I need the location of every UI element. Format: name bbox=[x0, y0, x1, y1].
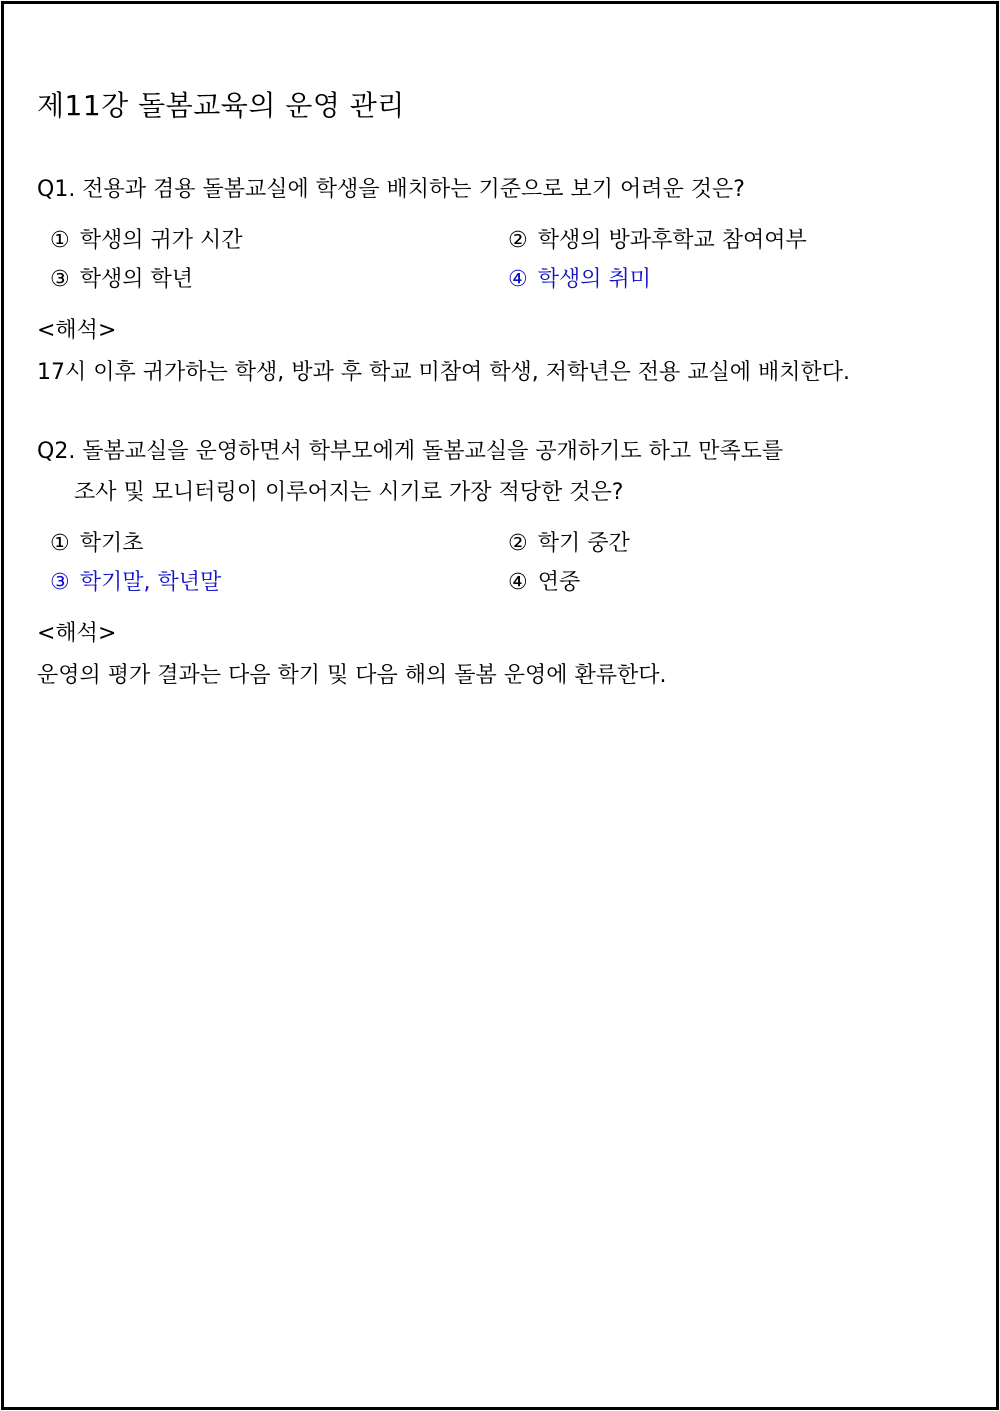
page-border bbox=[1, 1, 999, 1410]
q2-option-3-number: ③ bbox=[50, 570, 70, 595]
q2-option-3-text: 학기말, 학년말 bbox=[79, 570, 222, 595]
q1-option-1 bbox=[50, 226, 243, 256]
q2-option-1 bbox=[50, 529, 144, 559]
q1-option-2 bbox=[508, 226, 807, 256]
q1-option-2-text: 학생의 방과후학교 참여여부 bbox=[537, 228, 807, 253]
q1-option-1-text: 학생의 귀가 시간 bbox=[79, 228, 243, 253]
q2-option-1-number: ① bbox=[50, 531, 70, 556]
q2-option-2-number: ② bbox=[508, 531, 528, 556]
q1-option-3-number: ③ bbox=[50, 267, 70, 292]
q1-explanation-label: <해석> bbox=[37, 318, 117, 343]
q2-option-4-number: ④ bbox=[508, 570, 528, 595]
page-title: 제11강 돌봄교육의 운영 관리 bbox=[37, 89, 405, 122]
q1-explanation: 17시 이후 귀가하는 학생, 방과 후 학교 미참여 학생, 저학년은 전용 교실에 배치한다. bbox=[37, 360, 850, 385]
q2-option-4 bbox=[508, 568, 580, 598]
q1-option-2-number: ② bbox=[508, 228, 528, 253]
q2-explanation: 운영의 평가 결과는 다음 학기 및 다음 해의 돌봄 운영에 환류한다. bbox=[37, 663, 667, 688]
q1-question: Q1. 전용과 겸용 돌봄교실에 학생을 배치하는 기준으로 보기 어려운 것은? bbox=[37, 177, 745, 202]
q1-option-3 bbox=[50, 265, 193, 295]
q2-option-1-text: 학기초 bbox=[79, 531, 144, 556]
q2-option-2-text: 학기 중간 bbox=[537, 531, 630, 556]
q2-explanation-label: <해석> bbox=[37, 621, 117, 646]
q1-option-4-text: 학생의 취미 bbox=[537, 267, 651, 292]
q1-option-1-number: ① bbox=[50, 228, 70, 253]
q1-option-3-text: 학생의 학년 bbox=[79, 267, 193, 292]
q2-question-line1: Q2. 돌봄교실을 운영하면서 학부모에게 돌봄교실을 공개하기도 하고 만족도를 bbox=[37, 439, 784, 464]
q2-option-3-correct-answer bbox=[50, 568, 221, 598]
q1-option-4-correct-answer bbox=[508, 265, 651, 295]
q2-option-2 bbox=[508, 529, 630, 559]
q2-option-4-text: 연중 bbox=[537, 570, 581, 595]
q2-question-line2: 조사 및 모니터링이 이루어지는 시기로 가장 적당한 것은? bbox=[74, 480, 624, 505]
q1-option-4-number: ④ bbox=[508, 267, 528, 292]
